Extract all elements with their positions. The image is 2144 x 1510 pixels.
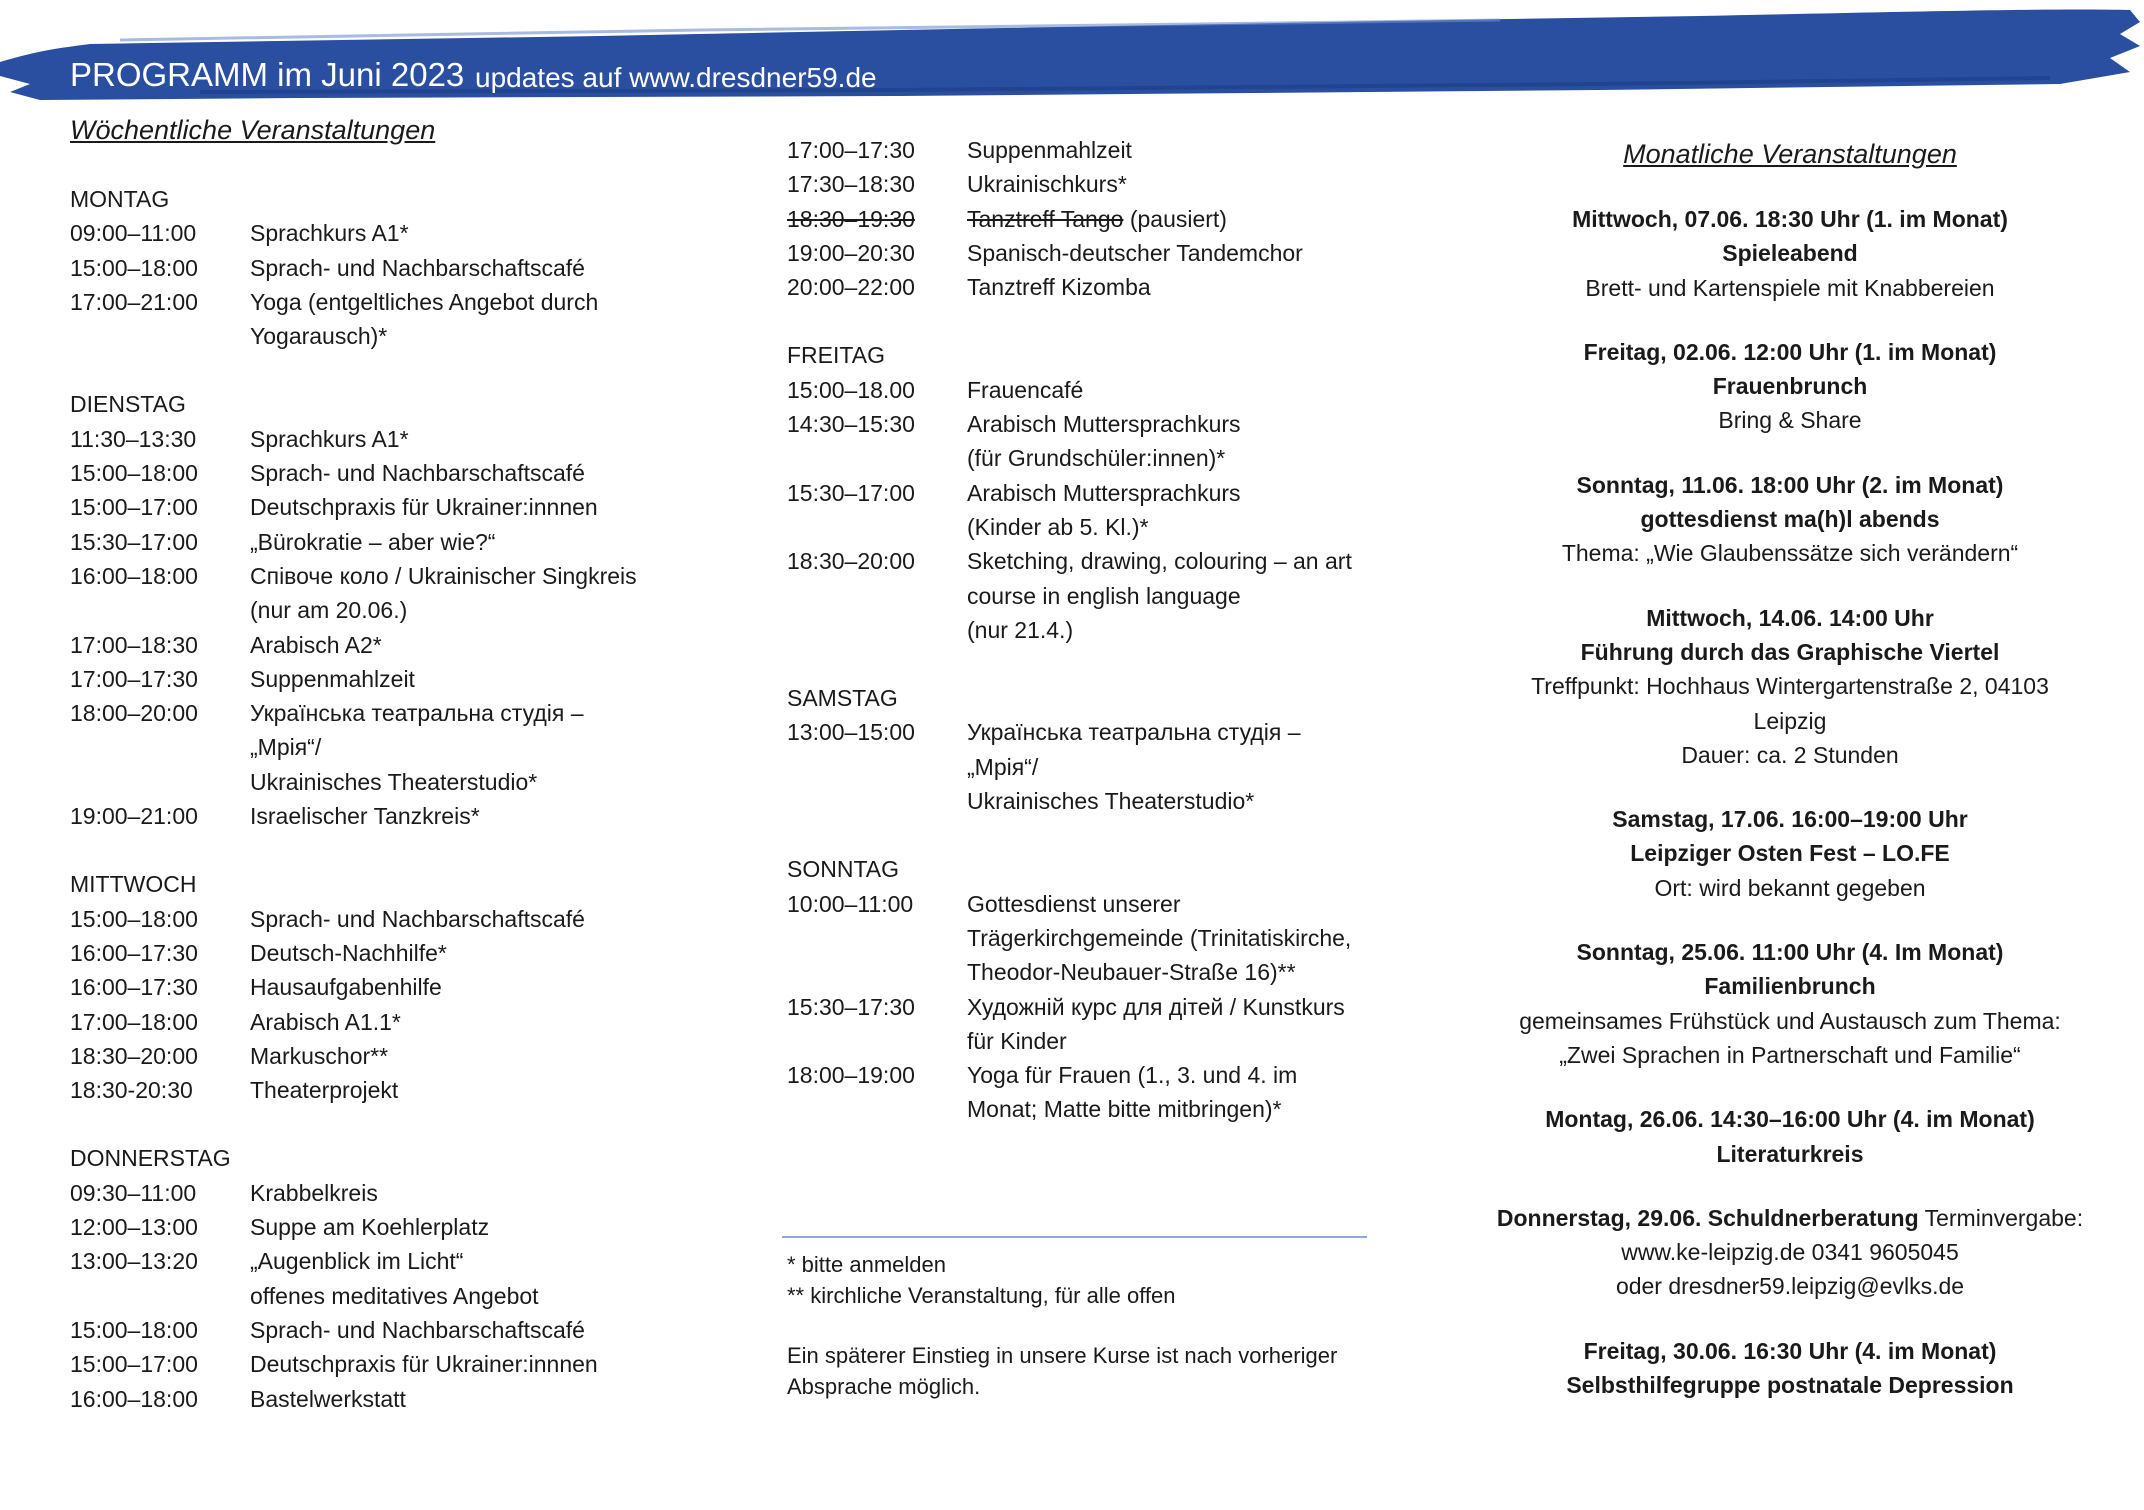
entry-line: Deutschpraxis für Ukrainer:innnen xyxy=(250,1351,598,1378)
entry-time: 15:30–17:00 xyxy=(70,528,198,555)
day-name: DONNERSTAG xyxy=(70,1145,231,1172)
day-name: SAMSTAG xyxy=(787,685,898,712)
entry-line: Markuschor** xyxy=(250,1042,389,1069)
entry-description xyxy=(967,990,1387,1059)
schedule-entry xyxy=(70,422,720,456)
weekly-heading: Wöchentliche Veranstaltungen xyxy=(70,115,436,145)
entry-description xyxy=(250,1073,720,1107)
entry-time: 11:30–13:30 xyxy=(70,425,197,452)
event-date: Montag, 26.06. 14:30–16:00 Uhr (4. im Monat) xyxy=(1545,1106,2035,1133)
entry-line: (für Grundschüler:innen)* xyxy=(967,445,1226,472)
entry-time: 18:30–20:00 xyxy=(70,1042,198,1069)
weekly-days xyxy=(70,182,720,1416)
schedule-entry xyxy=(70,456,720,490)
schedule-entry xyxy=(70,1210,720,1244)
footnote-registration: * bitte anmelden xyxy=(787,1252,946,1277)
event-detail: Dauer: ca. 2 Stunden xyxy=(1681,741,1899,768)
entry-description xyxy=(250,1313,720,1347)
event-detail: Bring & Share xyxy=(1718,407,1862,434)
entry-time: 14:30–15:30 xyxy=(787,411,915,438)
entry-line: Yoga für Frauen (1., 3. und 4. im xyxy=(967,1062,1298,1089)
monthly-event-support-group xyxy=(1490,1334,2090,1403)
entry-time: 17:00–18:30 xyxy=(70,631,198,658)
debt-counseling-date: Donnerstag, 29.06. Schuldnerberatung xyxy=(1496,1204,1919,1231)
schedule-entry xyxy=(70,285,720,354)
entry-line: Ukrainisches Theaterstudio* xyxy=(250,768,538,795)
schedule-entry xyxy=(70,936,720,970)
day-block-samstag xyxy=(787,681,1387,818)
event-title: Familienbrunch xyxy=(1704,973,1876,1000)
monthly-event xyxy=(1490,935,2090,1072)
entry-line: für Kinder xyxy=(967,1027,1067,1054)
support-group-date: Freitag, 30.06. 16:30 Uhr (4. im Monat) xyxy=(1583,1337,1997,1364)
entry-line: (Kinder ab 5. Kl.)* xyxy=(967,513,1149,540)
schedule-entry xyxy=(70,902,720,936)
schedule-entry xyxy=(787,373,1387,407)
entry-line: Bastelwerkstatt xyxy=(250,1385,406,1412)
schedule-entry xyxy=(787,544,1387,647)
entry-time: 15:00–17:00 xyxy=(70,494,198,521)
entry-line: Sprachkurs A1* xyxy=(250,425,409,452)
schedule-entry xyxy=(787,887,1387,990)
entry-line: Ukrainischkurs* xyxy=(967,171,1127,198)
entry-line: Художній курс для дітей / Kunstkurs xyxy=(967,993,1345,1020)
schedule-entry xyxy=(787,167,1387,201)
entry-time: 17:00–21:00 xyxy=(70,288,198,315)
entry-description xyxy=(250,1176,720,1210)
entry-line: Arabisch Muttersprachkurs xyxy=(967,479,1241,506)
entry-line: Ukrainisches Theaterstudio* xyxy=(967,788,1255,815)
footnotes xyxy=(787,1250,1387,1402)
entry-line: Frauencafé xyxy=(967,376,1084,403)
day-block-montag xyxy=(70,182,720,353)
event-date: Mittwoch, 14.06. 14:00 Uhr xyxy=(1646,604,1934,631)
event-date: Freitag, 02.06. 12:00 Uhr (1. im Monat) xyxy=(1583,338,1997,365)
entry-description xyxy=(967,476,1387,545)
entry-line: Deutschpraxis für Ukrainer:innnen xyxy=(250,494,598,521)
entry-time: 18:00–19:00 xyxy=(787,1062,915,1089)
event-detail: Ort: wird bekannt gegeben xyxy=(1654,874,1926,901)
entry-time: 13:00–15:00 xyxy=(787,719,915,746)
event-detail: Leipzig xyxy=(1753,707,1827,734)
schedule-entry xyxy=(787,407,1387,476)
event-detail: „Zwei Sprachen in Partnerschaft und Familie“ xyxy=(1559,1041,2021,1068)
entry-line: Arabisch Muttersprachkurs xyxy=(967,411,1241,438)
entry-description xyxy=(250,1347,720,1381)
entry-line: Trägerkirchgemeinde (Trinitatiskirche, xyxy=(967,924,1352,951)
entry-line: Theodor-Neubauer-Straße 16)** xyxy=(967,959,1296,986)
entry-description xyxy=(250,456,720,490)
thursday-continued xyxy=(787,133,1387,304)
schedule-entry xyxy=(787,133,1387,167)
entry-description xyxy=(967,544,1387,647)
entry-time: 16:00–17:30 xyxy=(70,974,198,1001)
entry-description xyxy=(250,1005,720,1039)
schedule-entry xyxy=(70,525,720,559)
schedule-entry xyxy=(70,251,720,285)
day-block-donnerstag xyxy=(70,1141,720,1415)
entry-description xyxy=(967,202,1387,236)
entry-line: Tanztreff Kizomba xyxy=(967,274,1151,301)
entry-time: 15:00–18:00 xyxy=(70,905,198,932)
entry-time: 13:00–13:20 xyxy=(70,1248,198,1275)
footnote-church-event: ** kirchliche Veranstaltung, für alle offen xyxy=(787,1282,1176,1308)
schedule-entry xyxy=(70,216,720,250)
event-detail: gemeinsames Frühstück und Austausch zum Thema: xyxy=(1519,1007,2061,1034)
entry-description xyxy=(250,1382,720,1416)
day-block-dienstag xyxy=(70,387,720,833)
entry-time: 19:00–20:30 xyxy=(787,239,915,266)
entry-time: 15:00–18.00 xyxy=(787,376,915,403)
entry-time: 18:00–20:00 xyxy=(70,700,198,727)
entry-line: Українська театральна студія – xyxy=(967,719,1301,746)
monthly-event xyxy=(1490,601,2090,772)
entry-description xyxy=(250,628,720,662)
schedule-entry xyxy=(70,799,720,833)
monthly-events xyxy=(1490,202,2090,1171)
event-detail: Treffpunkt: Hochhaus Wintergartenstraße 2, 04103 xyxy=(1531,673,2049,700)
entry-line: Sprach- und Nachbarschaftscafé xyxy=(250,460,585,487)
entry-line: Israelischer Tanzkreis* xyxy=(250,803,480,830)
schedule-entry xyxy=(70,1244,720,1313)
monthly-event xyxy=(1490,802,2090,905)
footnote-divider xyxy=(782,1236,1367,1238)
debt-counseling-contact-email: oder dresdner59.leipzig@evlks.de xyxy=(1615,1273,1965,1300)
support-group-title: Selbsthilfegruppe postnatale Depression xyxy=(1566,1372,2014,1399)
schedule-entry xyxy=(70,1347,720,1381)
event-title: Leipziger Osten Fest – LO.FE xyxy=(1630,840,1950,867)
event-detail: Brett- und Kartenspiele mit Knabbereien xyxy=(1585,274,1995,301)
entry-line: Suppenmahlzeit xyxy=(967,137,1132,163)
entry-description xyxy=(250,662,720,696)
entry-line: Gottesdienst unserer xyxy=(967,890,1181,917)
monthly-event xyxy=(1490,202,2090,305)
entry-time: 09:30–11:00 xyxy=(70,1179,197,1206)
entry-description xyxy=(250,970,720,1004)
event-title: gottesdienst ma(h)l abends xyxy=(1640,506,1940,533)
entry-line: Spanisch-deutscher Tandemchor xyxy=(967,239,1303,266)
entry-time: 17:00–17:30 xyxy=(787,137,915,163)
entry-description xyxy=(250,490,720,524)
weekly-column xyxy=(70,112,720,1416)
monthly-event xyxy=(1490,335,2090,438)
entry-description xyxy=(967,1058,1387,1127)
entry-time: 16:00–18:00 xyxy=(70,1385,198,1412)
entry-line: Sprach- und Nachbarschaftscafé xyxy=(250,1316,585,1343)
entry-description xyxy=(967,407,1387,476)
day-name: SONNTAG xyxy=(787,856,900,883)
entry-description xyxy=(250,285,720,354)
schedule-entry xyxy=(787,202,1387,236)
entry-line: Monat; Matte bitte mitbringen)* xyxy=(967,1096,1282,1123)
entry-time: 15:00–18:00 xyxy=(70,1316,198,1343)
entry-description xyxy=(250,902,720,936)
schedule-entry xyxy=(70,662,720,696)
event-date: Sonntag, 25.06. 11:00 Uhr (4. Im Monat) xyxy=(1576,939,2004,966)
schedule-entry xyxy=(787,990,1387,1059)
entry-time: 15:30–17:00 xyxy=(787,479,915,506)
footnote-late-entry-line2: Absprache möglich. xyxy=(787,1373,981,1399)
schedule-entry xyxy=(787,270,1387,304)
footnote-late-entry-line1: Ein späterer Einstieg in unsere Kurse ist nach vorheriger xyxy=(787,1343,1338,1368)
event-date: Sonntag, 11.06. 18:00 Uhr (2. im Monat) xyxy=(1576,471,2004,498)
entry-line: course in english language xyxy=(967,582,1241,609)
entry-time: 18:30-20:30 xyxy=(70,1077,193,1104)
entry-line: Arabisch A2* xyxy=(250,631,382,658)
entry-status: (pausiert) xyxy=(1123,205,1227,232)
entry-line: Sketching, drawing, colouring – an art xyxy=(967,548,1352,575)
monthly-event-debt-counseling xyxy=(1490,1201,2090,1304)
entry-line: Yogarausch)* xyxy=(250,323,388,350)
event-title: Frauenbrunch xyxy=(1712,373,1868,400)
entry-time: 16:00–17:30 xyxy=(70,939,198,966)
event-title: Führung durch das Graphische Viertel xyxy=(1580,638,2000,665)
entry-description xyxy=(250,422,720,456)
day-block-sonntag xyxy=(787,852,1387,1126)
schedule-entry xyxy=(70,628,720,662)
header-banner xyxy=(0,0,2144,110)
schedule-entry xyxy=(70,970,720,1004)
entry-time: 18:30–19:30 xyxy=(787,205,915,232)
entry-line: Theaterprojekt xyxy=(250,1077,399,1104)
day-name: MITTWOCH xyxy=(70,871,197,898)
entry-line: Yoga (entgeltliches Angebot durch xyxy=(250,288,599,315)
schedule-entry xyxy=(70,1382,720,1416)
entry-description xyxy=(250,216,720,250)
entry-line: „Мрія“/ xyxy=(250,734,322,761)
schedule-entry xyxy=(70,1005,720,1039)
entry-description xyxy=(250,251,720,285)
day-block-freitag xyxy=(787,338,1387,647)
entry-line: offenes meditatives Angebot xyxy=(250,1282,539,1309)
entry-description xyxy=(250,525,720,559)
monthly-column xyxy=(1490,136,2090,1432)
entry-description xyxy=(250,696,720,799)
entry-line: Sprach- und Nachbarschaftscafé xyxy=(250,905,585,932)
schedule-entry xyxy=(70,696,720,799)
entry-time: 15:30–17:30 xyxy=(787,993,915,1020)
entry-line: Співоче коло / Ukrainischer Singkreis xyxy=(250,562,637,589)
entry-description xyxy=(967,887,1387,990)
event-date: Samstag, 17.06. 16:00–19:00 Uhr xyxy=(1612,806,1968,833)
entry-time: 15:00–17:00 xyxy=(70,1351,198,1378)
schedule-entry xyxy=(70,559,720,628)
entry-cancelled-title: Tanztreff Tango xyxy=(967,205,1124,232)
day-name: FREITAG xyxy=(787,342,885,369)
entry-description xyxy=(250,936,720,970)
entry-time: 19:00–21:00 xyxy=(70,803,198,830)
entry-line: Sprach- und Nachbarschaftscafé xyxy=(250,254,585,281)
entry-line: (nur am 20.06.) xyxy=(250,597,408,624)
schedule-entry xyxy=(787,1058,1387,1127)
event-title: Spieleabend xyxy=(1722,240,1858,267)
day-name: MONTAG xyxy=(70,186,170,212)
entry-description xyxy=(967,236,1387,270)
entry-description xyxy=(250,1039,720,1073)
event-detail: Thema: „Wie Glaubenssätze sich verändern“ xyxy=(1561,540,2019,567)
entry-line: „Мрія“/ xyxy=(967,753,1039,780)
entry-description xyxy=(967,133,1387,167)
entry-description xyxy=(967,167,1387,201)
schedule-entry xyxy=(70,1313,720,1347)
entry-description xyxy=(250,1244,720,1313)
entry-time: 18:30–20:00 xyxy=(787,548,915,575)
program-title: PROGRAMM im Juni 2023 xyxy=(70,56,465,93)
schedule-entry xyxy=(70,1176,720,1210)
event-date: Mittwoch, 07.06. 18:30 Uhr (1. im Monat) xyxy=(1572,206,2008,232)
entry-line: Suppe am Koehlerplatz xyxy=(250,1214,490,1241)
entry-line: Arabisch A1.1* xyxy=(250,1008,401,1035)
debt-counseling-contact-web: www.ke-leipzig.de 0341 9605045 xyxy=(1621,1239,1959,1266)
monthly-event xyxy=(1490,1102,2090,1171)
entry-line: „Augenblick im Licht“ xyxy=(250,1248,464,1275)
entry-description xyxy=(250,1210,720,1244)
entry-description xyxy=(250,559,720,628)
entry-line: (nur 21.4.) xyxy=(967,616,1074,643)
entry-time: 16:00–18:00 xyxy=(70,562,198,589)
entry-line: Suppenmahlzeit xyxy=(250,665,415,692)
entry-description xyxy=(967,373,1387,407)
entry-time: 15:00–18:00 xyxy=(70,460,198,487)
schedule-entry xyxy=(787,236,1387,270)
schedule-entry xyxy=(70,490,720,524)
entry-time: 09:00–11:00 xyxy=(70,220,197,247)
event-title: Literaturkreis xyxy=(1716,1140,1864,1167)
entry-description xyxy=(967,270,1387,304)
debt-counseling-appointment: Terminvergabe: xyxy=(1918,1204,2084,1231)
entry-time: 15:00–18:00 xyxy=(70,254,198,281)
schedule-entry xyxy=(70,1039,720,1073)
entry-line: „Bürokratie – aber wie?“ xyxy=(250,528,496,555)
entry-description xyxy=(250,799,720,833)
weekly-days-continued xyxy=(787,338,1387,1126)
entry-time: 17:00–18:00 xyxy=(70,1008,198,1035)
day-block-mittwoch xyxy=(70,867,720,1107)
monthly-heading: Monatliche Veranstaltungen xyxy=(1623,139,1957,169)
schedule-entry xyxy=(787,715,1387,818)
entry-line: Krabbelkreis xyxy=(250,1179,378,1206)
entry-time: 12:00–13:00 xyxy=(70,1214,198,1241)
schedule-entry xyxy=(787,476,1387,545)
schedule-entry xyxy=(70,1073,720,1107)
weekly-column-continued xyxy=(787,133,1387,1127)
program-subtitle-updates: updates auf www.dresdner59.de xyxy=(475,62,877,93)
day-name: DIENSTAG xyxy=(70,391,186,418)
monthly-event xyxy=(1490,468,2090,571)
entry-time: 10:00–11:00 xyxy=(787,890,914,917)
entry-line: Sprachkurs A1* xyxy=(250,220,409,247)
entry-time: 17:00–17:30 xyxy=(70,665,198,692)
entry-line: Deutsch-Nachhilfe* xyxy=(250,939,447,966)
entry-line: Hausaufgabenhilfe xyxy=(250,974,442,1001)
entry-time: 17:30–18:30 xyxy=(787,171,915,198)
entry-time: 20:00–22:00 xyxy=(787,274,915,301)
entry-description xyxy=(967,715,1387,818)
entry-line: Українська театральна студія – xyxy=(250,700,584,727)
